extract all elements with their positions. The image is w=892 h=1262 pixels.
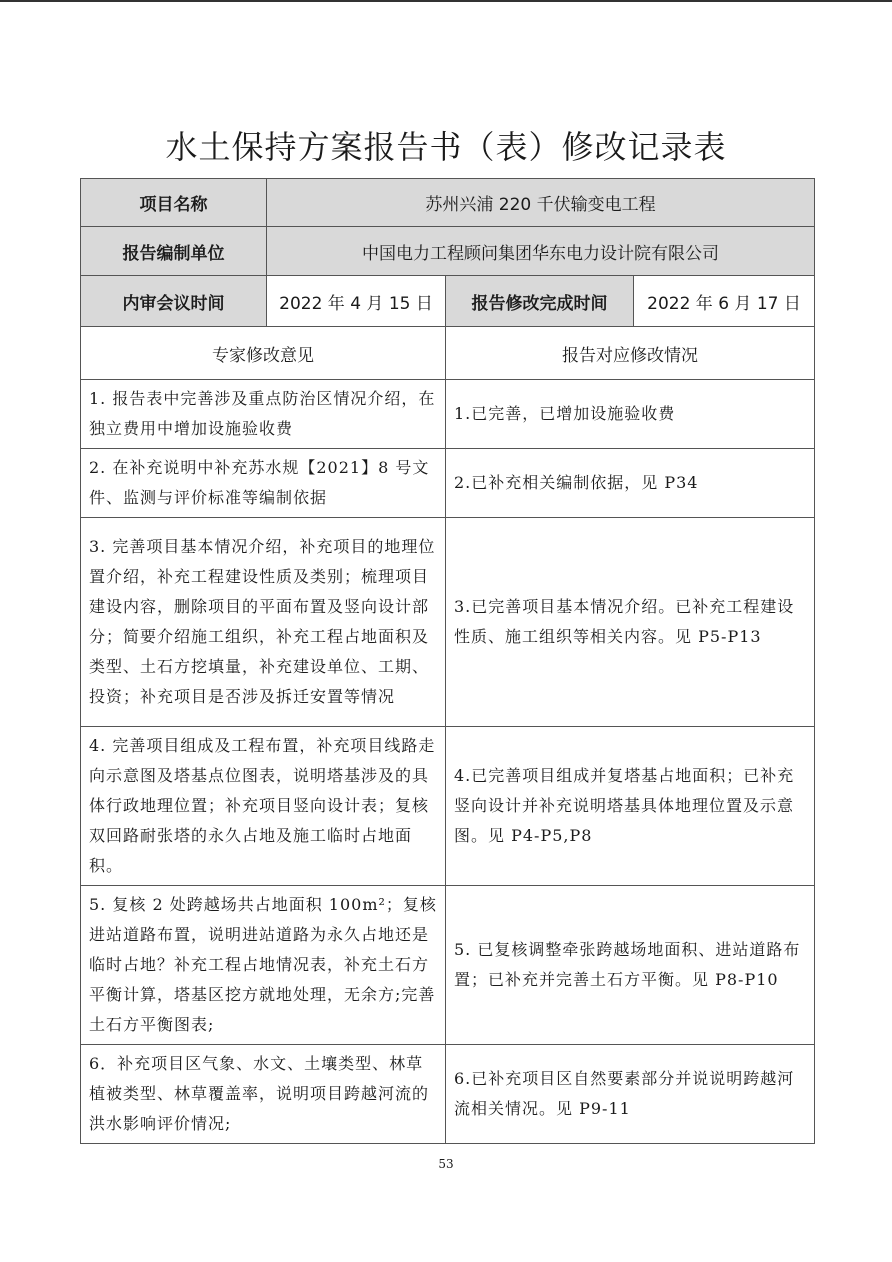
expert-opinion-cell: 5. 复核 2 处跨越场共占地面积 100m²；复核进站道路布置，说明进站道路为永久占地还是临时占地？补充工程占地情况表，补充土石方平衡计算，塔基区挖方就地处理，无余方;完善土石方平衡图表; <box>81 886 446 1045</box>
expert-opinion-cell: 3. 完善项目基本情况介绍，补充项目的地理位置介绍，补充工程建设性质及类别；梳理项目建设内容，删除项目的平面布置及竖向设计部分；简要介绍施工组织，补充工程占地面积及类型、土石方挖填量，补充建设单位、工期、投资；补充项目是否涉及拆迁安置等情况 <box>81 518 446 727</box>
completion-time-value: 2022 年 6 月 17 日 <box>634 276 815 327</box>
completion-time-label: 报告修改完成时间 <box>446 276 634 327</box>
unit-row <box>81 227 815 276</box>
table-row <box>81 727 815 886</box>
response-column-header: 报告对应修改情况 <box>446 327 815 380</box>
unit-label: 报告编制单位 <box>81 227 267 276</box>
expert-opinion-cell: 2. 在补充说明中补充苏水规【2021】8 号文件、监测与评价标准等编制依据 <box>81 449 446 518</box>
revision-response-cell: 3.已完善项目基本情况介绍。已补充工程建设性质、施工组织等相关内容。见 P5-P13 <box>446 518 815 727</box>
revision-response-cell: 2.已补充相关编制依据，见 P34 <box>446 449 815 518</box>
table-row <box>81 1045 815 1144</box>
unit-value: 中国电力工程顾问集团华东电力设计院有限公司 <box>267 227 815 276</box>
opinion-column-header: 专家修改意见 <box>81 327 446 380</box>
table-row <box>81 886 815 1045</box>
project-name-value: 苏州兴浦 220 千伏输变电工程 <box>267 179 815 227</box>
expert-opinion-cell: 1. 报告表中完善涉及重点防治区情况介绍，在独立费用中增加设施验收费 <box>81 380 446 449</box>
revision-response-cell: 4.已完善项目组成并复塔基占地面积；已补充竖向设计并补充说明塔基具体地理位置及示意图。见 P4-P5,P8 <box>446 727 815 886</box>
revision-record-table <box>80 178 815 1144</box>
expert-opinion-cell: 4. 完善项目组成及工程布置，补充项目线路走向示意图及塔基点位图表，说明塔基涉及的具体行政地理位置；补充项目竖向设计表；复核双回路耐张塔的永久占地及施工临时占地面积。 <box>81 727 446 886</box>
revision-response-cell: 5. 已复核调整牵张跨越场地面积、进站道路布置；已补充并完善土石方平衡。见 P8-P10 <box>446 886 815 1045</box>
table-row <box>81 449 815 518</box>
top-rule <box>0 0 892 2</box>
document-title: 水土保持方案报告书（表）修改记录表 <box>165 128 727 166</box>
revision-response-cell: 1.已完善，已增加设施验收费 <box>446 380 815 449</box>
table-row <box>81 518 815 727</box>
time-row <box>81 276 815 327</box>
page-number: 53 <box>438 1157 454 1171</box>
table-row <box>81 380 815 449</box>
column-header-row <box>81 327 815 380</box>
meeting-time-value: 2022 年 4 月 15 日 <box>267 276 446 327</box>
expert-opinion-cell: 6．补充项目区气象、水文、土壤类型、林草植被类型、林草覆盖率，说明项目跨越河流的洪水影响评价情况; <box>81 1045 446 1144</box>
meeting-time-label: 内审会议时间 <box>81 276 267 327</box>
project-name-label: 项目名称 <box>81 179 267 227</box>
revision-response-cell: 6.已补充项目区自然要素部分并说说明跨越河流相关情况。见 P9-11 <box>446 1045 815 1144</box>
project-name-row <box>81 179 815 227</box>
